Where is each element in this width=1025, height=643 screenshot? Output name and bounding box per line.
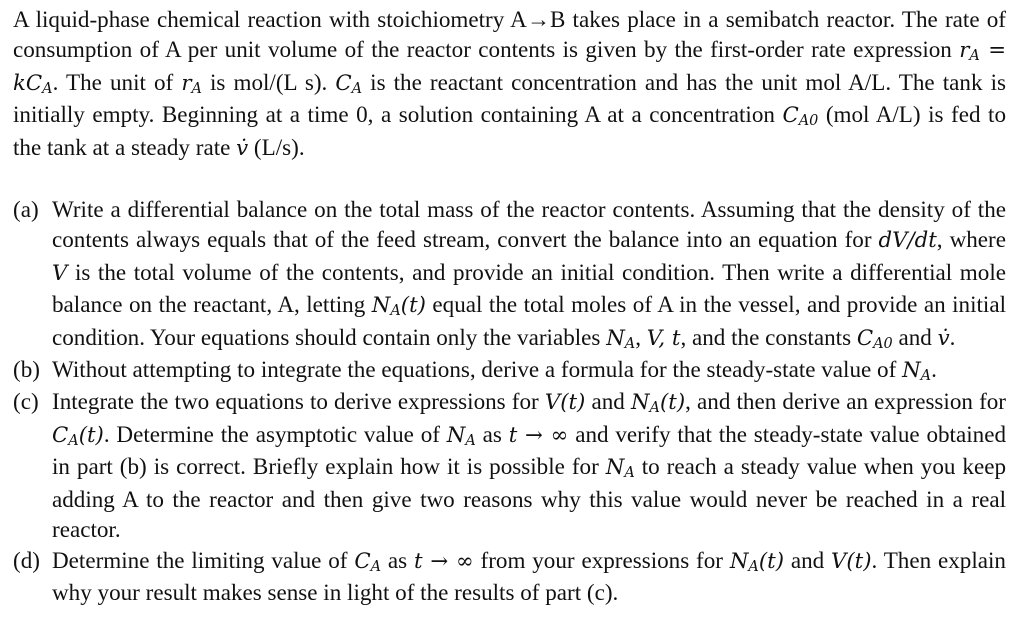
- rate-symbol: $r_A$: [181, 70, 202, 97]
- part-a: (a) Write a differential balance on the total mass of the reactor contents. Assuming that the density of the contents always equals that of the feed stream, convert the balance into an equation for dV/dt, where V is the total volume of the contents, and provide an initial condition. Then write a differential mole balance on the reactant, A, letting $N_A(t)$ equal the total moles of A in the vessel, and provide an initial condition. Your equations should contain only the variables $N_A$, V, t, and the constants $C_{A0}$ and v̇.: [13, 196, 1006, 352]
- part-c: (c) Integrate the two equations to derive expressions for V(t) and $N_A(t)$, and then derive an expression for $C_A(t)$. Determine the asymptotic value of $N_A$ as t → ∞ and verify that the steady-state value obtained in part (b) is correct. Briefly explain how it is possible for $N_A$ to reach a steady value when you keep adding A to the reactor and then give two reasons why this value would never be reached in a real reactor.: [13, 388, 1006, 543]
- part-b: (b) Without attempting to integrate the equations, derive a formula for the steady-state value of $N_A$.: [13, 356, 937, 385]
- problem-document: [13, 4, 1006, 607]
- reaction-arrow: →: [526, 6, 550, 32]
- rate-expression: $r_A = kC_A$: [13, 38, 1007, 97]
- part-c-label: (c): [13, 388, 39, 415]
- part-d: (d) Determine the limiting value of $C_A$ as t → ∞ from your expressions for $N_A(t)$ and V(t). Then explain why your result makes sense in light of the results of part (c).: [13, 546, 1006, 605]
- problem-intro: A liquid-phase chemical reaction with stoichiometry A→B takes place in a semibatch reactor. The rate of consumption of A per unit volume of the reactor contents is given by the first-order rate expression $r_A = kC_A$. The unit of $r_A$ is mol/(L s). $C_A$ is the reactant concentration and has the unit mol A/L. The tank is initially empty. Beginning at a time 0, a solution containing A at a concentration $C_{A0}$ (mol A/L) is fed to the tank at a steady rate v̇ (L/s).: [13, 6, 1007, 161]
- concentration-symbol: $C_A$: [335, 70, 363, 97]
- part-d-label: (d): [13, 546, 40, 573]
- feed-rate-symbol: v̇: [236, 135, 249, 161]
- part-b-label: (b): [13, 356, 40, 383]
- paragraph-gap: [13, 164, 1006, 194]
- feed-concentration-symbol: $C_{A0}$: [782, 103, 819, 130]
- part-a-label: (a): [13, 196, 39, 223]
